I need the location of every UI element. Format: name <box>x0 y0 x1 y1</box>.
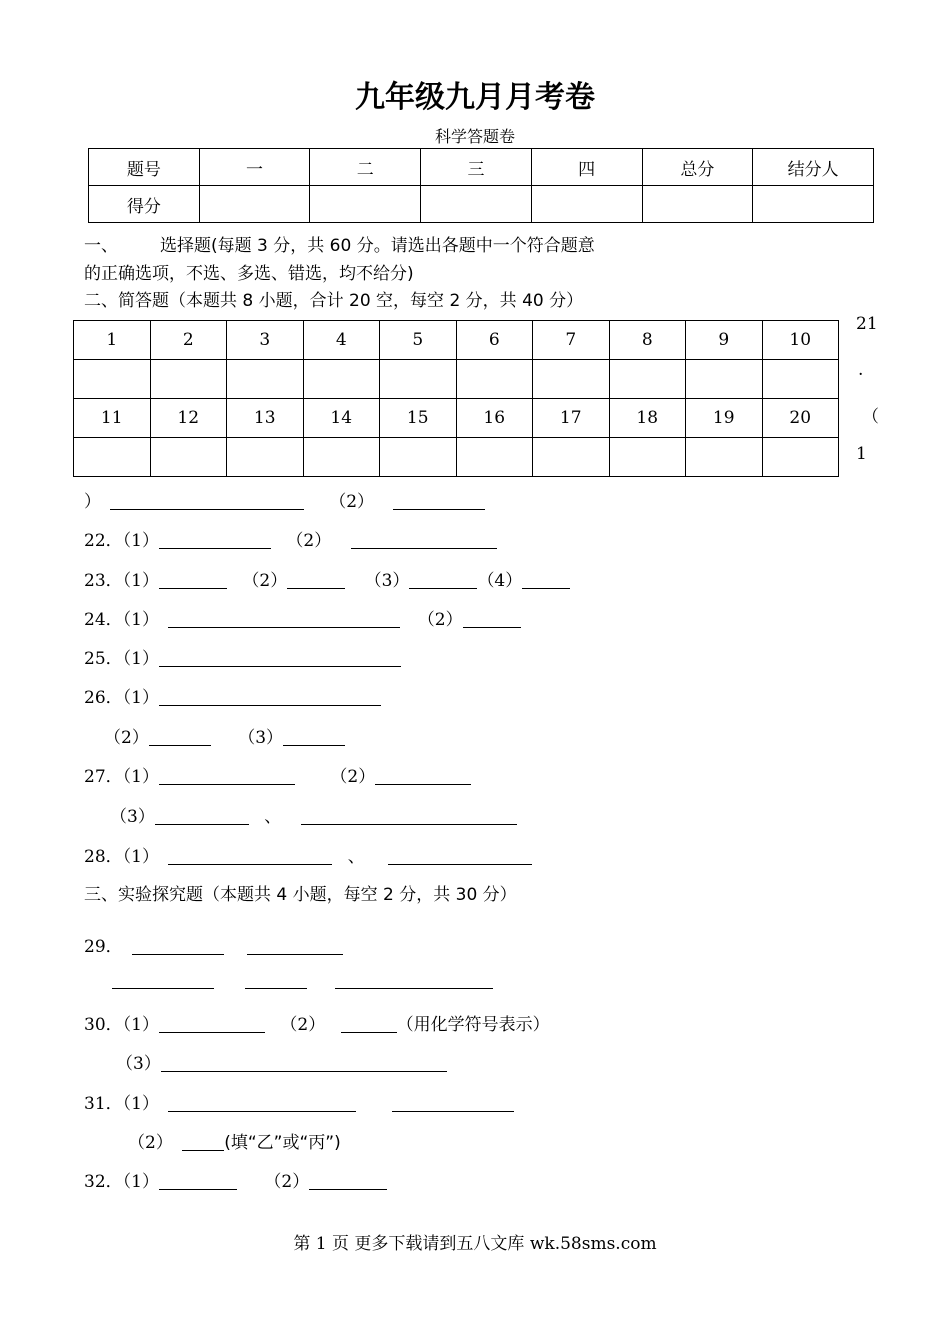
q25-num: 25． <box>84 649 123 669</box>
q27-blank-4[interactable] <box>301 823 517 825</box>
q31-blank-3[interactable] <box>182 1149 224 1151</box>
section1-heading <box>84 231 595 256</box>
q32-part1-label: （1） <box>122 1172 159 1192</box>
q29-line <box>84 932 343 957</box>
q21-close-paren: ） <box>84 492 101 512</box>
section1-num: 一、 <box>84 236 118 256</box>
page-title: 九年级九月月考卷 <box>355 80 595 115</box>
q22-blank-2[interactable] <box>351 547 497 549</box>
q27-line <box>84 762 471 787</box>
page-footer: 第 1 页 更多下载请到五八文库 wk.58sms.com <box>293 1234 657 1254</box>
q28-blank-2[interactable] <box>388 863 532 865</box>
q31-note: (填“乙”或“丙”) <box>224 1133 341 1153</box>
q29-blank-1[interactable] <box>132 953 224 955</box>
q27-blank-3[interactable] <box>155 823 249 825</box>
question-number-cell: 11 <box>74 399 151 438</box>
score-table <box>88 148 874 223</box>
q29-blank-3[interactable] <box>112 987 214 989</box>
q24-part1-label: （1） <box>122 610 159 630</box>
answer-grid-number-row <box>74 321 839 360</box>
q23-line <box>84 566 570 591</box>
score-header-cell: 结分人 <box>753 149 874 186</box>
question-number-cell: 1 <box>74 321 151 360</box>
answer-cell[interactable] <box>533 438 610 477</box>
score-header-cell: 总分 <box>642 149 753 186</box>
score-row-label: 得分 <box>89 186 200 223</box>
q23-blank-2[interactable] <box>287 587 345 589</box>
answer-cell[interactable] <box>533 360 610 399</box>
question-number-cell: 20 <box>762 399 839 438</box>
q32-blank-2[interactable] <box>309 1188 387 1190</box>
q26-part2-label: （2） <box>104 728 149 748</box>
answer-cell[interactable] <box>762 438 839 477</box>
answer-cell[interactable] <box>762 360 839 399</box>
question-number-cell: 18 <box>609 399 686 438</box>
q24-line <box>84 605 521 630</box>
q27-blank-1[interactable] <box>159 783 295 785</box>
q30-blank-3[interactable] <box>161 1070 447 1072</box>
question-number-cell: 5 <box>380 321 457 360</box>
q26-blank-2[interactable] <box>149 744 211 746</box>
q31-part1-label: （1） <box>122 1094 159 1114</box>
q21-side-one: 1 <box>856 444 867 464</box>
q27-blank-2[interactable] <box>375 783 471 785</box>
q25-line <box>84 644 401 669</box>
score-cell[interactable] <box>753 186 874 223</box>
q28-num: 28． <box>84 847 123 867</box>
q30-line-2 <box>116 1049 447 1074</box>
q29-blank-5[interactable] <box>335 987 493 989</box>
q24-num: 24． <box>84 610 123 630</box>
answer-cell[interactable] <box>150 438 227 477</box>
answer-cell[interactable] <box>380 438 457 477</box>
q24-blank-2[interactable] <box>463 626 521 628</box>
question-number-cell: 3 <box>227 321 304 360</box>
q23-part3-label: （3） <box>364 571 410 591</box>
score-header-cell: 三 <box>421 149 532 186</box>
question-number-cell: 14 <box>303 399 380 438</box>
q31-blank-2[interactable] <box>392 1110 514 1112</box>
question-number-cell: 4 <box>303 321 380 360</box>
q29-num: 29． <box>84 937 123 957</box>
q31-num: 31． <box>84 1094 123 1114</box>
q32-num: 32． <box>84 1172 123 1192</box>
answer-grid <box>73 320 839 477</box>
answer-cell[interactable] <box>686 438 763 477</box>
q23-part2-label: （2） <box>242 571 288 591</box>
score-cell[interactable] <box>199 186 310 223</box>
answer-grid-answer-row <box>74 438 839 477</box>
q26-line <box>84 683 381 708</box>
q25-blank-1[interactable] <box>159 665 401 667</box>
score-cell[interactable] <box>310 186 421 223</box>
q26-part3-label: （3） <box>238 728 284 748</box>
q23-num: 23． <box>84 571 123 591</box>
answer-cell[interactable] <box>74 360 151 399</box>
q27-num: 27． <box>84 767 123 787</box>
section3-heading: 三、实验探究题（本题共 4 小题，每空 2 分，共 30 分） <box>84 885 517 905</box>
q23-part4-label: （4） <box>477 571 523 591</box>
q26-line-2 <box>104 723 345 748</box>
q23-part1-label: （1） <box>122 571 159 591</box>
answer-cell[interactable] <box>303 360 380 399</box>
q23-blank-4[interactable] <box>522 587 570 589</box>
score-cell[interactable] <box>642 186 753 223</box>
q30-note: （用化学符号表示） <box>396 1015 550 1035</box>
q30-part3-label: （3） <box>116 1054 161 1074</box>
answer-cell[interactable] <box>227 438 304 477</box>
q30-blank-2[interactable] <box>341 1031 397 1033</box>
score-header-cell: 二 <box>310 149 421 186</box>
q31-line <box>84 1089 514 1114</box>
q30-line <box>84 1010 550 1035</box>
q28-separator: 、 <box>347 847 365 867</box>
answer-grid-number-row <box>74 399 839 438</box>
q21-line <box>84 487 485 512</box>
question-number-cell: 17 <box>533 399 610 438</box>
score-cell[interactable] <box>421 186 532 223</box>
q29-blank-2[interactable] <box>247 953 343 955</box>
q24-blank-1[interactable] <box>168 626 400 628</box>
q28-line <box>84 842 532 867</box>
answer-cell[interactable] <box>303 438 380 477</box>
q31-part2-label: （2） <box>128 1133 173 1153</box>
q23-blank-3[interactable] <box>409 587 477 589</box>
question-number-cell: 8 <box>609 321 686 360</box>
q28-blank-1[interactable] <box>168 863 332 865</box>
q21-blank-1[interactable] <box>110 508 304 510</box>
answer-cell[interactable] <box>227 360 304 399</box>
q27-part3-label: （3） <box>110 807 155 827</box>
q22-part2-label: （2） <box>286 531 332 551</box>
q24-part2-label: （2） <box>417 610 463 630</box>
answer-cell[interactable] <box>609 438 686 477</box>
q30-part1-label: （1） <box>122 1015 159 1035</box>
question-number-cell: 12 <box>150 399 227 438</box>
q21-side-paren: （ <box>862 407 879 427</box>
score-header-cell: 一 <box>199 149 310 186</box>
q27-part1-label: （1） <box>122 767 159 787</box>
q30-blank-1[interactable] <box>159 1031 265 1033</box>
q31-blank-1[interactable] <box>168 1110 356 1112</box>
answer-cell[interactable] <box>380 360 457 399</box>
q26-blank-1[interactable] <box>159 704 381 706</box>
q26-blank-3[interactable] <box>283 744 345 746</box>
q29-line-2 <box>112 971 493 991</box>
q32-part2-label: （2） <box>264 1172 310 1192</box>
q22-num: 22． <box>84 531 123 551</box>
question-number-cell: 2 <box>150 321 227 360</box>
question-number-cell: 7 <box>533 321 610 360</box>
section1-text-line2: 的正确选项，不选、多选、错选，均不给分) <box>84 264 414 284</box>
question-number-cell: 9 <box>686 321 763 360</box>
answer-cell[interactable] <box>150 360 227 399</box>
answer-cell[interactable] <box>456 360 533 399</box>
section2-heading: 二、简答题（本题共 8 小题，合计 20 空，每空 2 分，共 40 分） <box>84 291 584 311</box>
page-subtitle: 科学答题卷 <box>434 127 515 146</box>
answer-grid-answer-row <box>74 360 839 399</box>
score-header-cell: 题号 <box>89 149 200 186</box>
question-number-cell: 6 <box>456 321 533 360</box>
q32-blank-1[interactable] <box>159 1188 237 1190</box>
q21-side-num: 21 <box>856 314 878 334</box>
q30-part2-label: （2） <box>280 1015 326 1035</box>
score-header-cell: 四 <box>531 149 642 186</box>
q26-num: 26． <box>84 688 123 708</box>
q30-num: 30． <box>84 1015 123 1035</box>
answer-cell[interactable] <box>686 360 763 399</box>
answer-cell[interactable] <box>74 438 151 477</box>
q31-line-2 <box>128 1128 341 1153</box>
q29-blank-4[interactable] <box>245 987 307 989</box>
answer-cell[interactable] <box>609 360 686 399</box>
question-number-cell: 13 <box>227 399 304 438</box>
question-number-cell: 16 <box>456 399 533 438</box>
q21-side-dot: . <box>858 360 864 380</box>
score-table-score-row <box>89 186 874 223</box>
q25-part1-label: （1） <box>122 649 159 669</box>
q22-blank-1[interactable] <box>159 547 271 549</box>
question-number-cell: 15 <box>380 399 457 438</box>
q26-part1-label: （1） <box>122 688 159 708</box>
question-number-cell: 19 <box>686 399 763 438</box>
q28-part1-label: （1） <box>122 847 159 867</box>
q21-blank-2[interactable] <box>393 508 485 510</box>
q22-line <box>84 526 497 551</box>
q21-part2-label: （2） <box>329 492 375 512</box>
q32-line <box>84 1167 387 1192</box>
q27-line-2 <box>110 802 517 827</box>
score-cell[interactable] <box>531 186 642 223</box>
question-number-cell: 10 <box>762 321 839 360</box>
q22-part1-label: （1） <box>122 531 159 551</box>
answer-cell[interactable] <box>456 438 533 477</box>
score-table-header-row <box>89 149 874 186</box>
q23-blank-1[interactable] <box>159 587 227 589</box>
section1-text-line1: 选择题(每题 3 分，共 60 分。请选出各题中一个符合题意 <box>160 236 595 256</box>
q27-separator: 、 <box>264 807 282 827</box>
q27-part2-label: （2） <box>330 767 376 787</box>
